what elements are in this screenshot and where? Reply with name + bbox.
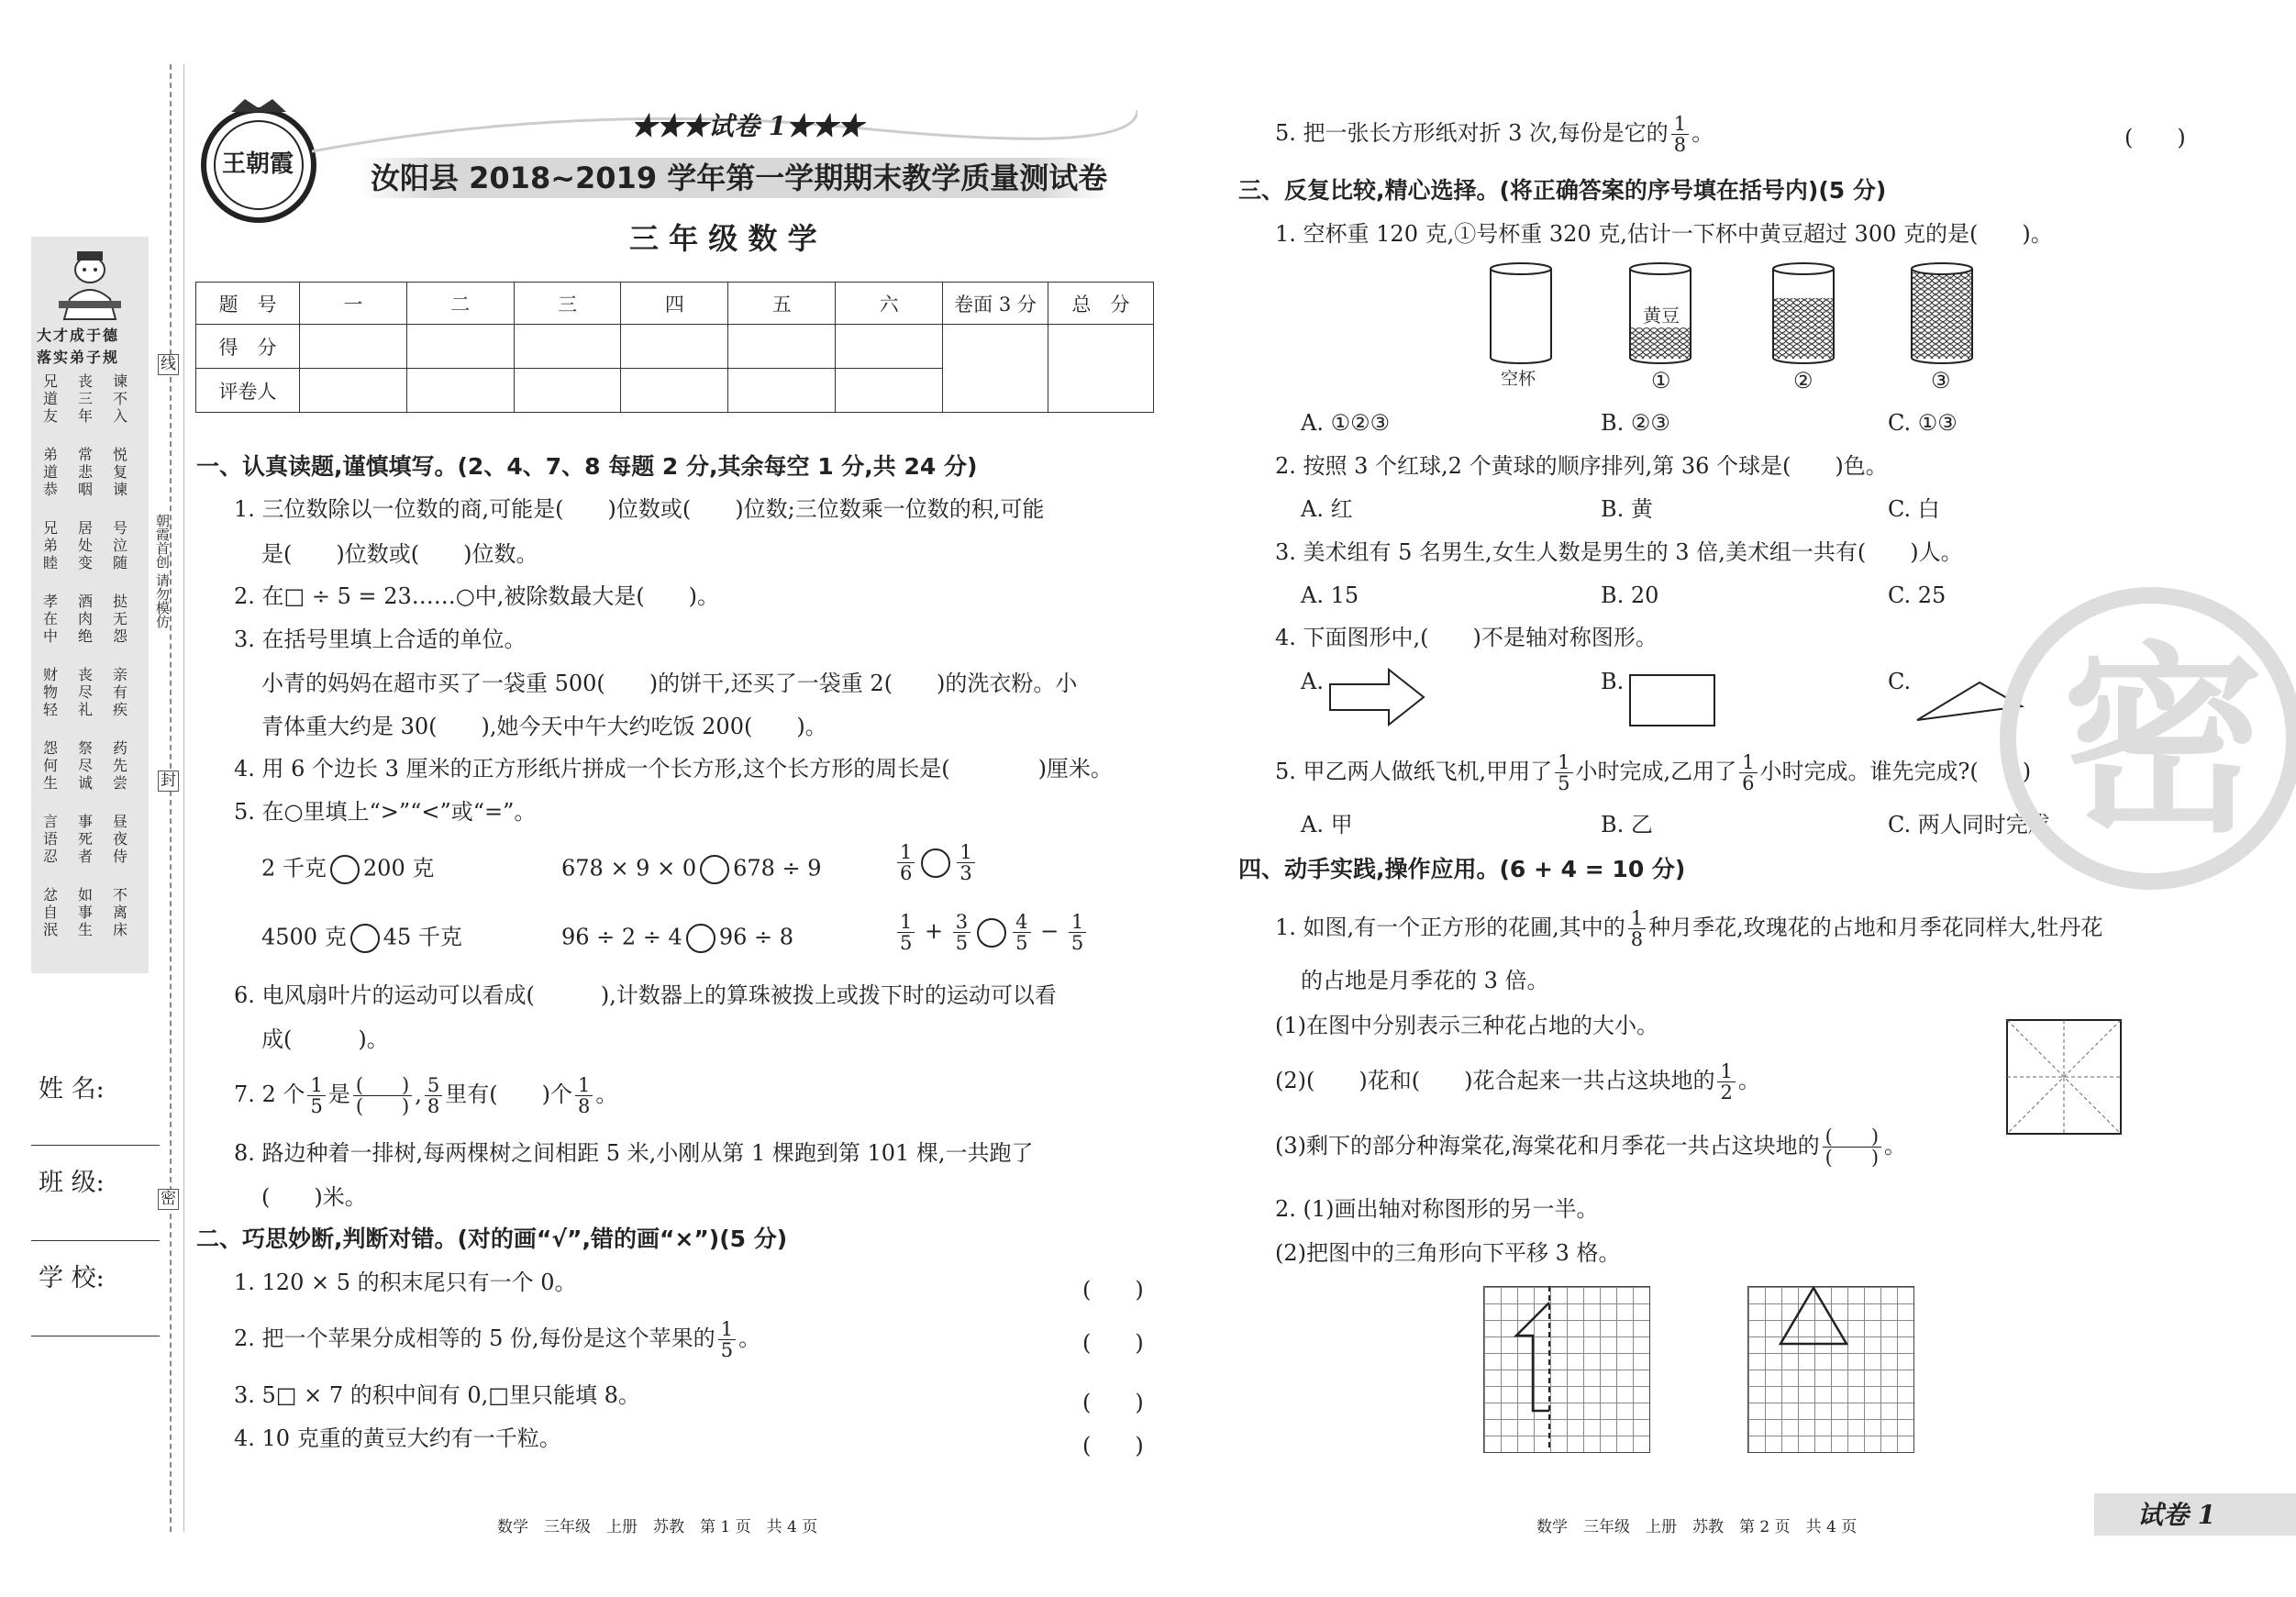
s1-q7: 7. 2 个 $\frac{1}{5}$ 是 $\frac{( )}{( )}$ , $\frac{5}{8}$ 里有( )个 $\frac{1}{8}$ 。: [234, 1074, 618, 1118]
binding-line-right: [183, 64, 184, 1532]
score-col-4: 四: [621, 283, 728, 325]
fraction: $\frac{1}{8}$: [1671, 114, 1689, 155]
fraction: $\frac{3}{5}$: [953, 912, 971, 953]
s3-q4-option-b[interactable]: B.: [1601, 669, 1625, 694]
s3-q1-option-a[interactable]: A. ①②③: [1301, 410, 1391, 436]
s1-q8-line1: 8. 路边种着一排树,每两棵树之间相距 5 米,小刚从第 1 棵跑到第 101 棵,一共跑了: [234, 1140, 1034, 1166]
binding-mark-line: 线: [158, 354, 179, 375]
sidebar-verse: 弟道恭: [42, 446, 58, 498]
sidebar-verse: 丧三年: [77, 372, 93, 425]
compare-1: [261, 855, 434, 884]
s3-q1-option-b[interactable]: B. ②③: [1601, 410, 1670, 436]
sidebar-panel: [31, 237, 149, 973]
score-col-2: 二: [406, 283, 514, 325]
bean-label: 黄豆: [1643, 305, 1680, 327]
grader-cell[interactable]: [728, 369, 836, 413]
s3-q2-option-b[interactable]: B. 黄: [1601, 496, 1653, 522]
scholar-illustration: [51, 244, 128, 327]
score-cell[interactable]: [514, 325, 621, 369]
confidential-stamp: [2000, 587, 2296, 890]
compare-4: [261, 924, 462, 953]
s3-q3-option-c[interactable]: C. 25: [1888, 582, 1947, 608]
sidebar-verse: 忿自泯: [42, 886, 58, 938]
sidebar-verse: 怨何生: [42, 739, 58, 792]
sidebar-verse: 言语忍: [42, 813, 58, 865]
sidebar-verse: 挞无怨: [112, 593, 128, 645]
fraction: $\frac{1}{5}$: [897, 912, 915, 953]
sidebar-verse: 悦复谏: [112, 446, 128, 498]
s2-q2: 2. 把一个苹果分成相等的 5 份,每份是这个苹果的 $\frac{1}{5}$ 。: [234, 1318, 761, 1362]
page-footer-left: 数学 三年级 上册 苏教 第 1 页 共 4 页: [497, 1518, 818, 1536]
sidebar-verse: 亲有疾: [112, 666, 128, 718]
school-label: 学 校:: [39, 1264, 105, 1292]
score-col-6: 六: [836, 283, 943, 325]
class-field[interactable]: [31, 1240, 160, 1241]
s1-q1-line2: 是( )位数或( )位数。: [261, 541, 538, 567]
sidebar-verse: 昼夜侍: [112, 813, 128, 865]
series-label: ★★★试卷 1★★★: [631, 111, 864, 141]
answer-paren[interactable]: ( ): [1082, 1433, 1144, 1458]
grader-cell[interactable]: [621, 369, 728, 413]
triangle-on-grid: [1747, 1286, 1914, 1453]
sidebar-verse: 不离床: [112, 886, 128, 938]
half-shape: [1483, 1286, 1650, 1453]
s3-q1-option-c[interactable]: C. ①③: [1888, 410, 1958, 436]
s3-q1: 1. 空杯重 120 克,①号杯重 320 克,估计一下杯中黄豆超过 300 克的是( )。: [1275, 221, 2053, 247]
s4-q1-sub1: (1)在图中分别表示三种花占地的大小。: [1275, 1013, 1658, 1038]
score-cell-neat[interactable]: [943, 325, 1048, 413]
sidebar-verse: 谏不入: [112, 372, 128, 425]
cup-3: [1910, 261, 1970, 362]
s1-q2: 2. 在□ ÷ 5 = 23……○中,被除数最大是( )。: [234, 583, 720, 609]
s4-q1-sub2: (2)( )花和( )花合起来一共占这块地的 $\frac{1}{2}$ 。: [1275, 1060, 1760, 1104]
cup-label-3: ③: [1931, 368, 1951, 394]
grader-cell[interactable]: [406, 369, 514, 413]
stamp-text: 密: [2062, 622, 2265, 859]
cup-label-1: ①: [1651, 368, 1671, 394]
s2-q5: 5. 把一张长方形纸对折 3 次,每份是它的 $\frac{1}{8}$ 。: [1275, 113, 1714, 157]
sidebar-verse: 居处变: [77, 519, 93, 571]
score-row-grader: 评卷人: [196, 369, 300, 413]
compare-2-left: 678 × 9 × 0: [561, 855, 697, 882]
compare-5-right: 96 ÷ 8: [718, 924, 793, 950]
score-cell[interactable]: [406, 325, 514, 369]
score-col-total: 总 分: [1048, 283, 1154, 325]
section2-title: 二、巧思妙断,判断对错。(对的画“√”,错的画“×”)(5 分): [196, 1225, 788, 1252]
sidebar-verse: 兄道友: [42, 372, 58, 425]
compare-5-left: 96 ÷ 2 ÷ 4: [561, 924, 682, 950]
grader-cell[interactable]: [300, 369, 407, 413]
s1-q8-line2: ( )米。: [261, 1184, 367, 1210]
fraction: $\frac{1}{5}$: [1069, 912, 1086, 953]
score-table: [195, 282, 1154, 413]
compare-2-right: 678 ÷ 9: [733, 855, 822, 882]
fraction-blank[interactable]: $\frac{( )}{( )}$: [353, 1075, 412, 1116]
compare-circle[interactable]: [921, 848, 950, 878]
sidebar-verse: 常悲咽: [77, 446, 93, 498]
cup-label-empty: 空杯: [1501, 369, 1536, 389]
s1-q3-line1: 小青的妈妈在超市买了一袋重 500( )的饼干,还买了一袋重 2( )的洗衣粉。小: [261, 671, 1078, 696]
s4-q1-line2: 的占地是月季花的 3 倍。: [1301, 968, 1549, 993]
score-row-score: 得 分: [196, 325, 300, 369]
score-col-label: 题 号: [196, 283, 300, 325]
compare-2: [561, 855, 822, 884]
fraction: $\frac{1}{6}$: [897, 842, 915, 883]
s1-q1-line1: 1. 三位数除以一位数的商,可能是( )位数或( )位数;三位数乘一位数的积,可能: [234, 496, 1045, 522]
fraction-blank[interactable]: $\frac{( )}{( )}$: [1823, 1126, 1881, 1168]
s2-q3: 3. 5□ × 7 的积中间有 0,□里只能填 8。: [234, 1382, 640, 1408]
fraction: $\frac{5}{8}$: [425, 1075, 442, 1116]
s3-q5-option-a[interactable]: A. 甲: [1301, 812, 1353, 837]
fraction: $\frac{4}{5}$: [1013, 912, 1030, 953]
grader-cell[interactable]: [514, 369, 621, 413]
sidebar-verse: 丧尽礼: [77, 666, 93, 718]
page-footer-right: 数学 三年级 上册 苏教 第 2 页 共 4 页: [1536, 1518, 1858, 1536]
s2-q4: 4. 10 克重的黄豆大约有一千粒。: [234, 1425, 561, 1451]
compare-5: [561, 924, 793, 953]
compare-6: $\frac{1}{5}$ + $\frac{3}{5}$ $\frac{4}{5}$ − $\frac{1}{5}$: [894, 912, 1089, 953]
answer-paren[interactable]: ( ): [1082, 1330, 1144, 1356]
score-col-neat: 卷面 3 分: [943, 283, 1048, 325]
score-cell-total[interactable]: [1048, 325, 1154, 413]
s1-q5: 5. 在○里填上“>”“<”或“=”。: [234, 799, 537, 825]
fraction: $\frac{1}{6}$: [1739, 752, 1757, 793]
s4-q2: 2. (1)画出轴对称图形的另一半。: [1275, 1196, 1599, 1222]
name-label: 姓 名:: [39, 1075, 105, 1103]
grader-cell[interactable]: [836, 369, 943, 413]
cup-2: [1771, 261, 1832, 362]
compare-circle[interactable]: [350, 924, 380, 953]
section4-title: 四、动手实践,操作应用。(6 + 4 = 10 分): [1238, 856, 1686, 882]
score-col-1: 一: [300, 283, 407, 325]
compare-circle[interactable]: [977, 918, 1006, 948]
name-field[interactable]: [31, 1145, 160, 1146]
fraction: $\frac{1}{8}$: [575, 1075, 593, 1116]
sidebar-verse: 号泣随: [112, 519, 128, 571]
cup-empty: [1489, 261, 1549, 362]
compare-1-left: 2 千克: [261, 855, 327, 882]
fraction: $\frac{1}{5}$: [307, 1075, 325, 1116]
s4-q1-sub3: (3)剩下的部分种海棠花,海棠花和月季花一共占这块地的 $\frac{( )}{( )}$ 。: [1275, 1126, 1907, 1170]
compare-circle[interactable]: [330, 855, 360, 884]
fraction: $\frac{1}{5}$: [718, 1319, 736, 1360]
brand-logo-text: 王朝霞: [222, 150, 294, 178]
sidebar-verse: 财物轻: [42, 666, 58, 718]
sidebar-motto-2: 落实弟子规: [37, 349, 120, 366]
compare-4-left: 4500 克: [261, 924, 347, 950]
footer-tag: 试卷 1: [2137, 1500, 2216, 1530]
binding-note: 朝霞首创 请勿模仿: [154, 514, 171, 628]
compare-circle[interactable]: [700, 855, 729, 884]
s3-q3-option-a[interactable]: A. 15: [1301, 582, 1359, 608]
s3-q4-option-c[interactable]: C.: [1888, 669, 1912, 694]
sidebar-verse: 兄弟睦: [42, 519, 58, 571]
s1-q3: 3. 在括号里填上合适的单位。: [234, 627, 527, 652]
cup-label-2: ②: [1793, 368, 1814, 394]
sidebar-verse: 孝在中: [42, 593, 58, 645]
s3-q5: 5. 甲乙两人做纸飞机,甲用了 $\frac{1}{5}$ 小时完成,乙用了 $\frac{1}{6}$ 小时完成。谁先完成?( ): [1275, 751, 2032, 795]
answer-paren[interactable]: ( ): [1082, 1390, 1144, 1415]
class-label: 班 级:: [39, 1169, 105, 1197]
s2-q1: 1. 120 × 5 的积末尾只有一个 0。: [234, 1270, 577, 1295]
s4-q2-sub2: (2)把图中的三角形向下平移 3 格。: [1275, 1240, 1621, 1266]
arrow-shape: [1328, 668, 1427, 726]
sidebar-verse: 药先尝: [112, 739, 128, 792]
sidebar-verse: 如事生: [77, 886, 93, 938]
s3-q4: 4. 下面图形中,( )不是轴对称图形。: [1275, 625, 1658, 650]
s4-q1: 1. 如图,有一个正方形的花圃,其中的 $\frac{1}{8}$ 种月季花,玫瑰花的占地和月季花同样大,牡丹花: [1275, 907, 2103, 951]
score-col-5: 五: [728, 283, 836, 325]
sidebar-verse: 事死者: [77, 813, 93, 865]
compare-circle[interactable]: [686, 924, 715, 953]
section3-title: 三、反复比较,精心选择。(将正确答案的序号填在括号内)(5 分): [1238, 177, 1887, 204]
s1-q6-line1: 6. 电风扇叶片的运动可以看成( ),计数器上的算珠被拨上或拨下时的运动可以看: [234, 982, 1057, 1008]
score-cell[interactable]: [836, 325, 943, 369]
binding-line: [170, 64, 172, 1532]
s3-q4-option-a[interactable]: A.: [1301, 669, 1324, 694]
section1-title: 一、认真读题,谨慎填写。(2、4、7、8 每题 2 分,其余每空 1 分,共 24 分): [196, 453, 978, 480]
s1-q4: 4. 用 6 个边长 3 厘米的正方形纸片拼成一个长方形,这个长方形的周长是( )厘米。: [234, 756, 1113, 782]
answer-paren[interactable]: ( ): [1082, 1277, 1144, 1303]
score-col-3: 三: [514, 283, 621, 325]
score-cell[interactable]: [621, 325, 728, 369]
fraction: $\frac{1}{5}$: [1555, 752, 1572, 793]
s3-q5-option-b[interactable]: B. 乙: [1601, 812, 1653, 837]
flower-garden-square[interactable]: [2005, 1018, 2123, 1136]
exam-title: 汝阳县 2018~2019 学年第一学期期末教学质量测试卷: [371, 161, 1108, 195]
binding-mark-seal: 封: [158, 771, 179, 792]
binding-mark-secret: 密: [158, 1189, 179, 1210]
compare-4-right: 45 千克: [383, 924, 462, 950]
compare-1-right: 200 克: [362, 855, 435, 882]
s1-q3-line2: 青体重大约是 30( ),她今天中午大约吃饭 200( )。: [261, 714, 827, 739]
rectangle-shape: [1629, 674, 1715, 726]
s3-q2: 2. 按照 3 个红球,2 个黄球的顺序排列,第 36 个球是( )色。: [1275, 453, 1888, 479]
subject-title: 三 年 级 数 学: [629, 221, 817, 256]
s3-q2-option-c[interactable]: C. 白: [1888, 496, 1940, 522]
score-cell[interactable]: [300, 325, 407, 369]
s3-q2-option-a[interactable]: A. 红: [1301, 496, 1353, 522]
score-cell[interactable]: [728, 325, 836, 369]
answer-paren[interactable]: ( ): [2124, 125, 2186, 150]
sidebar-verse: 祭尽诚: [77, 739, 93, 792]
fraction: $\frac{1}{2}$: [1717, 1061, 1735, 1103]
s3-q5-option-c[interactable]: C. 两人同时完成: [1888, 812, 2050, 837]
sidebar-motto-1: 大才成于德: [37, 327, 120, 344]
s3-q3: 3. 美术组有 5 名男生,女生人数是男生的 3 倍,美术组一共有( )人。: [1275, 539, 1963, 565]
compare-3: [894, 842, 978, 883]
fraction: $\frac{1}{3}$: [957, 842, 974, 883]
sidebar-verse: 酒肉绝: [77, 593, 93, 645]
fraction: $\frac{1}{8}$: [1628, 908, 1646, 949]
s1-q6-line2: 成( )。: [261, 1026, 389, 1052]
s3-q3-option-b[interactable]: B. 20: [1601, 582, 1659, 608]
